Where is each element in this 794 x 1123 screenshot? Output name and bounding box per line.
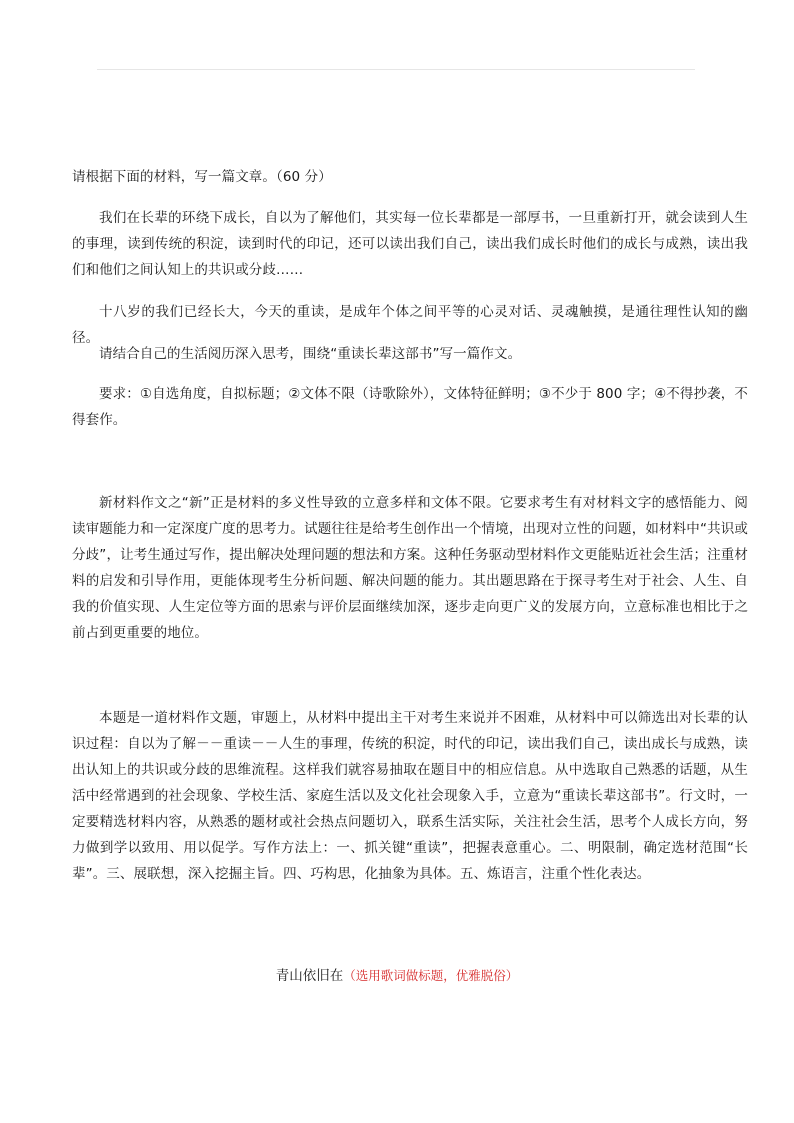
analysis-paragraph-2: 本题是一道材料作文题，审题上，从材料中提出主干对考生来说并不困难，从材料中可以筛选出对长辈的认识过程：自以为了解－－重读－－人生的事理，传统的积淀，时代的印记，读出我们自己，读出成长与成熟，读出认知上的共识或分歧的思维流程。这样我们就容易抽取在题目中的相应信息。从中选取自己熟悉的话题，从生活中经常遇到的社会现象、学校生活、家庭生活以及文化社会现象入手，立意为“重读长辈这部书”。行文时，一定要精选材料内容，从熟悉的题材或社会热点问题切入，联系生活实际，关注社会生活，思考个人成长方向，努力做到学以致用、用以促学。写作方法上：一、抓关键“重读”，把握表意重心。二、明限制，确定选材范围“长辈”。三、展联想，深入挖掘主旨。四、巧构思，化抽象为具体。五、炼语言，注重个性化表达。 <box>72 710 748 882</box>
prompt-instruction: 请根据下面的材料，写一篇文章。（60 分） <box>72 169 332 185</box>
prompt-requirements: 要求：①自选角度，自拟标题；②文体不限（诗歌除外），文体特征鲜明；③不少于 800 字；④不得抄袭，不得套作。 <box>72 386 748 428</box>
header-divider <box>97 69 695 70</box>
analysis-paragraph-1: 新材料作文之“新”正是材料的多义性导致的立意多样和文体不限。它要求考生有对材料文字的感悟能力、阅读审题能力和一定深度广度的思考力。试题往往是给考生创作出一个情境，出现对立性的问题，如材料中“共识或分歧”，让考生通过写作，提出解决处理问题的想法和方案。这种任务驱动型材料作文更能贴近社会生活；注重材料的启发和引导作用，更能体现考生分析问题、解决问题的能力。其出题思路在于探寻考生对于社会、人生、自我的价值实现、人生定位等方面的思索与评价层面继续加深，逐步走向更广义的发展方向，立意标准也相比于之前占到更重要的地位。 <box>72 495 748 641</box>
prompt-material-paragraph-1: 我们在长辈的环绕下成长，自以为了解他们，其实每一位长辈都是一部厚书，一旦重新打开，就会读到人生的事理，读到传统的积淀，读到时代的印记，还可以读出我们自己，读出我们成长时他们的成长与成熟，读出我们和他们之间认知上的共识或分歧…… <box>72 210 748 278</box>
prompt-material-paragraph-2: 十八岁的我们已经长大，今天的重读，是成年个体之间平等的心灵对话、灵魂触摸，是通往理性认知的幽径。 <box>72 304 748 346</box>
essay-title: 青山依旧在 <box>275 968 344 984</box>
essay-heading <box>0 966 794 986</box>
prompt-task: 请结合自己的生活阅历深入思考，围绕“重读长辈这部书”写一篇作文。 <box>99 346 522 362</box>
essay-title-note: （选用歌词做标题，优雅脱俗） <box>343 968 519 983</box>
